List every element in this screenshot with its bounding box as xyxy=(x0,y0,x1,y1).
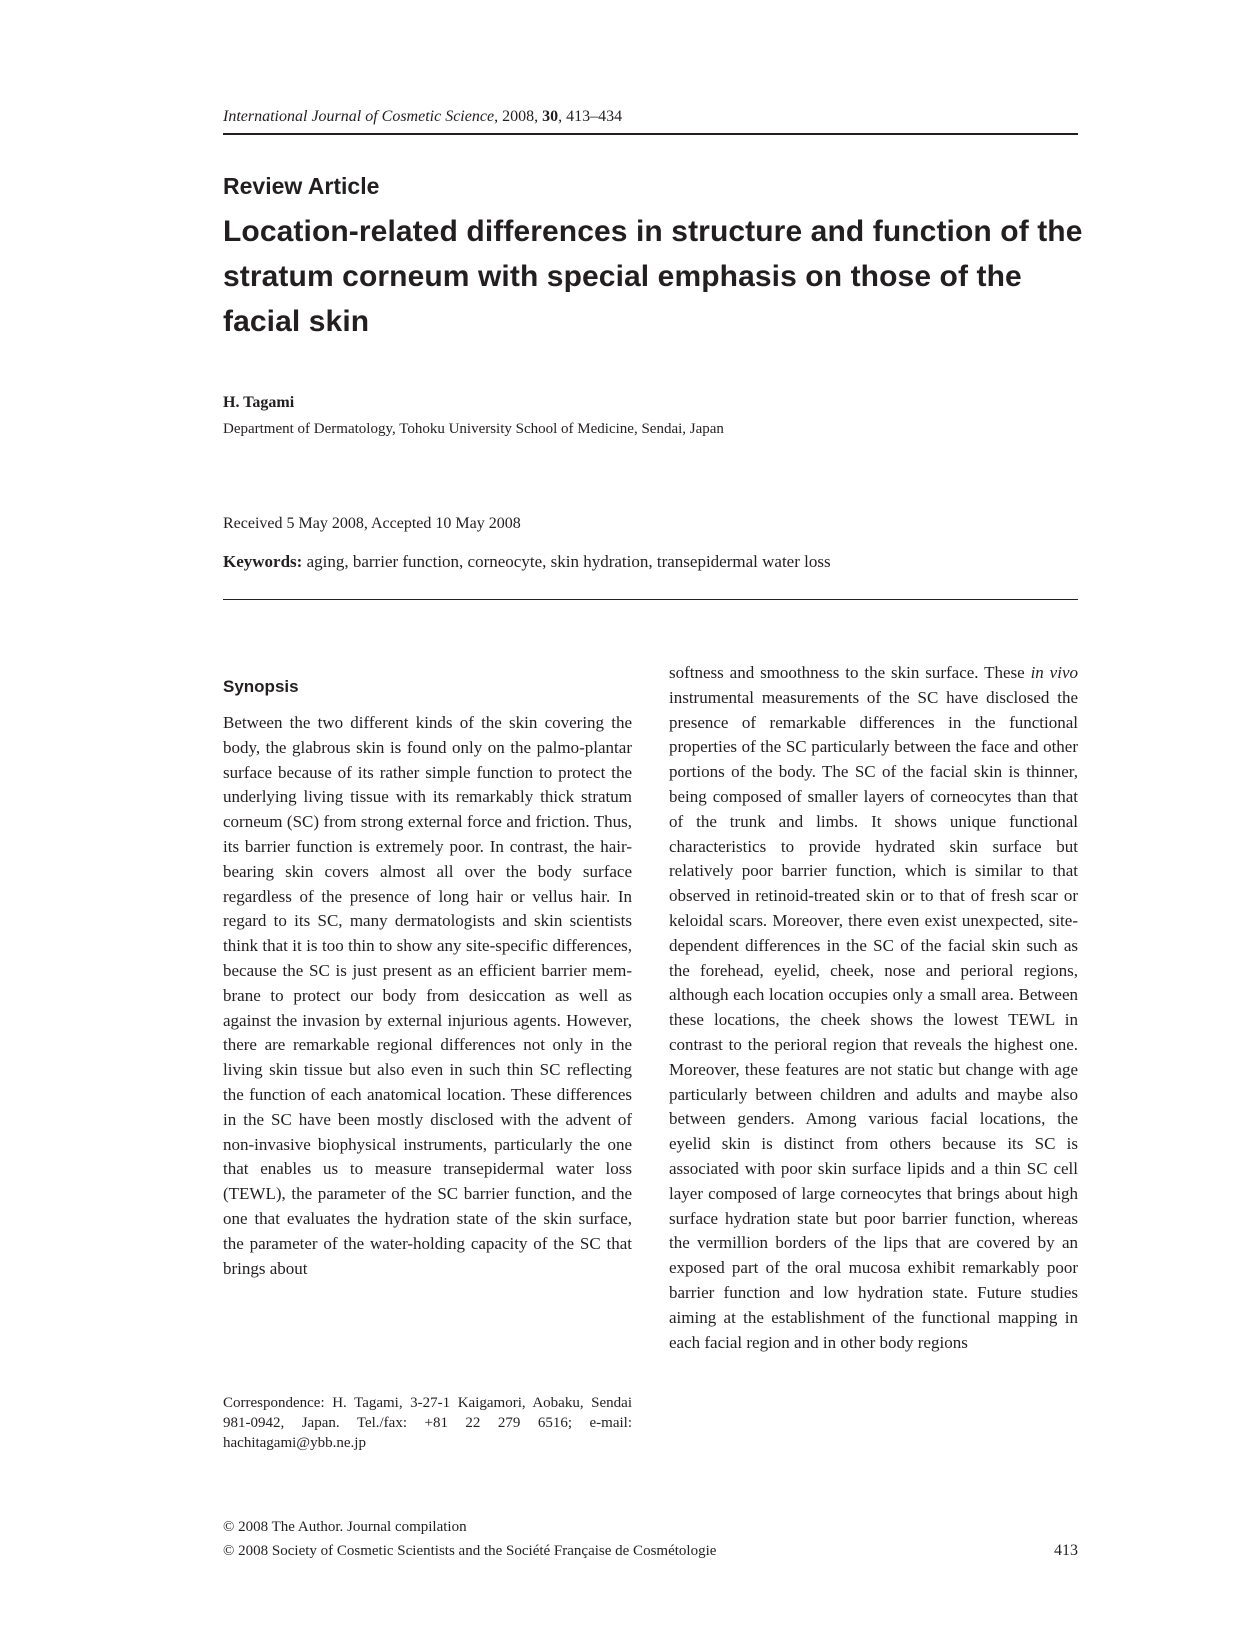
page-number: 413 xyxy=(1054,1542,1078,1559)
keywords xyxy=(223,551,831,573)
journal-name: International Journal of Cosmetic Science xyxy=(223,108,495,125)
synopsis-text-right-1: softness and smoothness to the skin surface. These xyxy=(669,663,1031,682)
correspondence-note: Correspondence: H. Tagami, 3-27-1 Kaigamori, Aobaku, Sendai 981-0942, Japan. Tel./fax: +81 22 279 6516; e-mail: hachitagami@ybb.ne.jp xyxy=(223,1395,632,1451)
keywords-list: aging, barrier function, corneocyte, skin hydration, transepidermal water loss xyxy=(302,552,831,571)
article-type: Review Article xyxy=(223,173,380,199)
synopsis-paragraph-left: Between the two different kinds of the skin covering the body, the glabrous skin is found only on the palmo-plantar surface because of its rather simple function to protect the underlying living tissue with its remarkably thick stratum corneum (SC) from strong external force and friction. Thus, its barrier function is extremely poor. In contrast, the hair-bearing skin covers almost all over the body surface regardless of the presence of long hair or vellus hair. In regard to its SC, many dermatologists and skin scientists think that it is too thin to show any site-specific differences, because the SC is just present as an efficient barrier membrane to protect our body from desiccation as well as against the invasion by external injurious agents. However, there are remarkable regional differences not only in the living skin tissue but also even in such thin SC reflecting the function of each anatomical location. These differences in the SC have been mostly disclosed with the advent of non-invasive biophysical instruments, particularly the one that enables us to measure transepidermal water loss (TEWL), the parameter of the SC barrier function, and the one that evaluates the hydration state of the skin surface, the parameter of the water-holding capacity of the SC that brings about xyxy=(223,713,632,1278)
journal-year: , 2008, xyxy=(494,108,543,125)
journal-pages: , 413–434 xyxy=(558,108,623,125)
synopsis-heading: Synopsis xyxy=(223,677,299,696)
keywords-label: Keywords: xyxy=(223,552,303,571)
synopsis-right-column xyxy=(669,661,1078,1355)
journal-volume: 30 xyxy=(542,108,559,125)
synopsis-text-right-2: instrumental measurements of the SC have disclosed the presence of remarkable differences in the functional properties of the SC particularly between the face and other portions of the body. The SC of the facial skin is thinner, being composed of smaller layers of corneocytes than that of the trunk and limbs. It shows unique functional characteristics to provide hydrated skin surface but relatively poor barrier function, which is similar to that observed in retinoid-treated skin or to that of fresh scar or keloidal scars. Moreover, there even exist unexpected, site-dependent differences in the SC of the facial skin such as the forehead, eyelid, cheek, nose and perioral regions, although each location occupies only a small area. Between these locations, the cheek shows the lowest TEWL in contrast to the perioral region that reveals the highest one. Moreover, these features are not static but change with age particularly between children and adults and maybe also between genders. Among various facial locations, the eyelid skin is distinct from others because its SC is associated with poor skin surface lipids and a thin SC cell layer composed of large corneocytes that brings about high surface hydration state but poor barrier function, whereas the vermillion borders of the lips that are covered by an exposed part of the oral mucosa exhibit remarkably poor barrier function and low hydration state. Future studies aiming at the establishment of the functional mapping in each facial region and in other body regions xyxy=(669,687,1078,1352)
copyright-line-1: © 2008 The Author. Journal compilation xyxy=(223,1519,467,1535)
copyright-line-2: © 2008 Society of Cosmetic Scientists and the Société Française de Cosmétologie xyxy=(223,1543,717,1559)
received-dates: Received 5 May 2008, Accepted 10 May 2008 xyxy=(223,515,521,532)
header-rule xyxy=(223,133,1078,135)
author-name: H. Tagami xyxy=(223,394,295,411)
section-rule xyxy=(223,599,1078,600)
author-affiliation: Department of Dermatology, Tohoku University School of Medicine, Sendai, Japan xyxy=(223,421,724,437)
synopsis-italic-term: in vivo xyxy=(1030,663,1078,682)
synopsis-left-column xyxy=(223,711,632,1281)
article-title: Location-related differences in structure and function of the stratum corneum with special emphasis on those of the facial skin xyxy=(223,215,1083,338)
running-head xyxy=(223,107,1078,127)
synopsis-paragraph-right xyxy=(669,661,1078,1355)
